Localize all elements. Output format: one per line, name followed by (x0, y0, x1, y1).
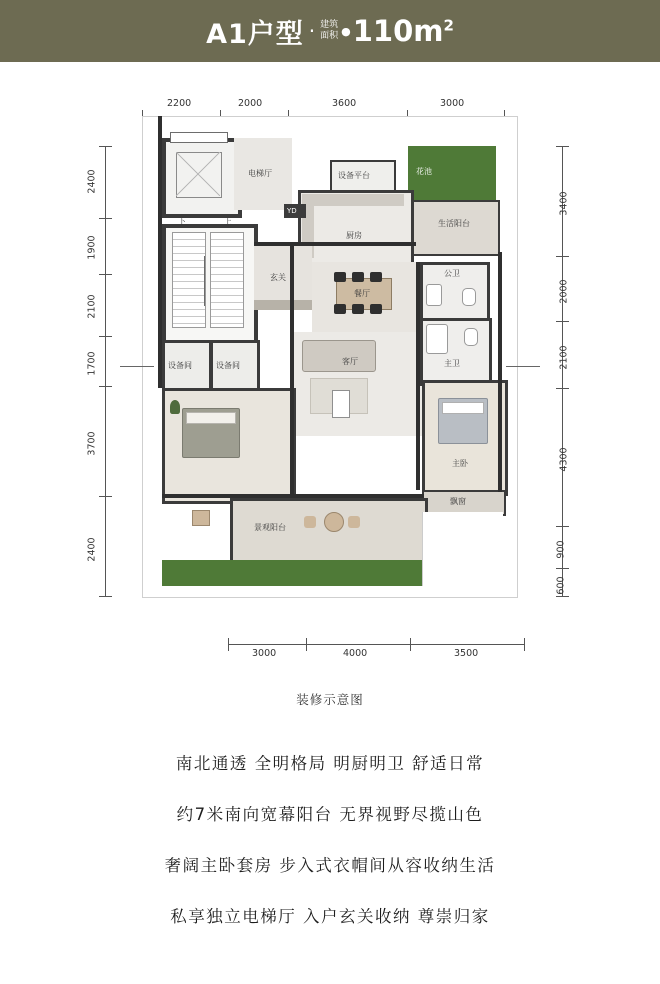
dim-right-4: 900 (555, 540, 567, 559)
dim-tick (99, 218, 112, 219)
dim-left-2: 2100 (86, 294, 98, 319)
kitchen-counter (302, 194, 404, 206)
room-label-kitchen: 厨房 (346, 231, 362, 240)
yd-meter-label: YD (287, 207, 297, 215)
left-bed-pillow (186, 412, 236, 424)
area-caption-line1: 建筑 (320, 20, 339, 30)
stair-flight-left (172, 232, 206, 328)
dim-left-5: 2400 (86, 537, 98, 562)
wall-segment (290, 246, 294, 498)
section-mark-right (506, 366, 540, 367)
balcony-table (324, 512, 344, 532)
dim-tick (99, 274, 112, 275)
room-label-public-bath: 公卫 (444, 269, 460, 278)
dim-tick (228, 638, 229, 651)
dim-tick (556, 596, 569, 597)
dim-bottom-2: 3500 (454, 648, 479, 659)
dim-tick (410, 638, 411, 651)
master-bath-tub (426, 324, 448, 354)
stair-label-up: 上 (224, 217, 232, 226)
dim-tick (99, 336, 112, 337)
area-caption-line2: 面积 (320, 31, 339, 41)
room-label-equipment-2: 设备间 (216, 361, 240, 370)
master-bed-pillow (442, 402, 484, 414)
dim-right-1: 2000 (558, 279, 570, 304)
dim-left-0: 2400 (86, 169, 98, 194)
bottom-green-strip (162, 560, 422, 586)
area-unit-exponent: 2 (443, 16, 454, 35)
room-label-equipment-platform: 设备平台 (338, 171, 370, 180)
dining-chair (370, 304, 382, 314)
dim-bottom-0: 3000 (252, 648, 277, 659)
dim-top-1: 2000 (238, 98, 263, 109)
dining-chair (334, 304, 346, 314)
stair-flight-right (210, 232, 244, 328)
room-label-flower-pond: 花池 (416, 167, 432, 176)
plan-caption: 装修示意图 (296, 692, 364, 707)
dim-bottom-1: 4000 (343, 648, 368, 659)
entry-cabinet (254, 300, 312, 310)
page-title: A1户型 (206, 18, 304, 50)
feature-item: 私享独立电梯厅 入户玄关收纳 尊崇归家 (170, 907, 490, 926)
room-label-panorama-balcony: 景观阳台 (254, 523, 286, 532)
dining-chair (334, 272, 346, 282)
dim-right-0: 3400 (558, 191, 570, 216)
dim-tick (99, 496, 112, 497)
wall-segment (158, 116, 162, 388)
dim-left-3: 1700 (86, 351, 98, 376)
dining-chair (370, 272, 382, 282)
stair-label-down: 下 (178, 217, 186, 226)
floor-plan (80, 86, 590, 666)
room-label-master-bath: 主卫 (444, 359, 460, 368)
wall-segment (254, 242, 416, 246)
public-bath-basin (426, 284, 442, 306)
left-bed-plant (170, 400, 180, 414)
feature-list (0, 750, 660, 954)
feature-item: 约7米南向宽幕阳台 无界视野尽揽山色 (176, 805, 484, 824)
living-sofa (302, 340, 376, 372)
dim-tick (306, 638, 307, 651)
dim-top-2: 3600 (332, 98, 357, 109)
dim-left-4: 3700 (86, 431, 98, 456)
plan-body (120, 116, 540, 616)
wall-segment (416, 262, 420, 490)
wall-segment (162, 494, 424, 498)
feature-item: 南北通透 全明格局 明厨明卫 舒适日常 (175, 754, 485, 773)
header-banner (0, 0, 660, 62)
balcony-seat (348, 516, 360, 528)
header-title-group (0, 0, 660, 62)
room-label-master-bedroom: 主卧 (452, 459, 468, 468)
room-label-living: 客厅 (342, 357, 358, 366)
dim-tick (556, 146, 569, 147)
area-value: $110m^2$ (352, 14, 454, 48)
room-label-dining: 餐厅 (354, 289, 370, 298)
title-separator: · (308, 19, 316, 43)
dim-right-3: 4300 (558, 447, 570, 472)
dim-top-3: 3000 (440, 98, 465, 109)
dim-tick (556, 526, 569, 527)
room-label-life-balcony: 生活阳台 (438, 219, 470, 228)
dim-tick (99, 386, 112, 387)
master-bath-wc (464, 328, 478, 346)
dim-tick (524, 638, 525, 651)
stair-arrow-icon (204, 256, 205, 306)
public-bath-wc (462, 288, 476, 306)
dim-right-5: 600 (555, 576, 567, 595)
elevator-door (170, 132, 228, 143)
bottom-green-strip-right (422, 512, 503, 586)
section-mark-left (120, 366, 154, 367)
dim-left-1: 1900 (86, 235, 98, 260)
dim-top-0: 2200 (167, 98, 192, 109)
left-dimension-line (105, 146, 106, 596)
elevator-cross (176, 152, 220, 196)
room-label-equipment-1: 设备间 (168, 361, 192, 370)
dim-tick (556, 256, 569, 257)
balcony-chair (192, 510, 210, 526)
dim-tick (556, 388, 569, 389)
balcony-seat (304, 516, 316, 528)
dining-chair (352, 272, 364, 282)
area-bullet-icon: ● (341, 24, 351, 38)
room-label-elevator-hall: 电梯厅 (248, 169, 272, 178)
dim-tick (99, 596, 112, 597)
feature-item: 奢阔主卧套房 步入式衣帽间从容收纳生活 (164, 856, 496, 875)
living-tv-cabinet (332, 390, 350, 418)
dining-chair (352, 304, 364, 314)
dim-right-2: 2100 (558, 345, 570, 370)
area-caption (320, 20, 338, 42)
wall-segment (498, 252, 502, 492)
dim-tick (556, 321, 569, 322)
dim-tick (556, 568, 569, 569)
dim-tick (99, 146, 112, 147)
bottom-dimension-line (228, 644, 524, 645)
room-label-bay-window: 飘窗 (450, 497, 466, 506)
room-label-entry-hall: 玄关 (270, 273, 286, 282)
